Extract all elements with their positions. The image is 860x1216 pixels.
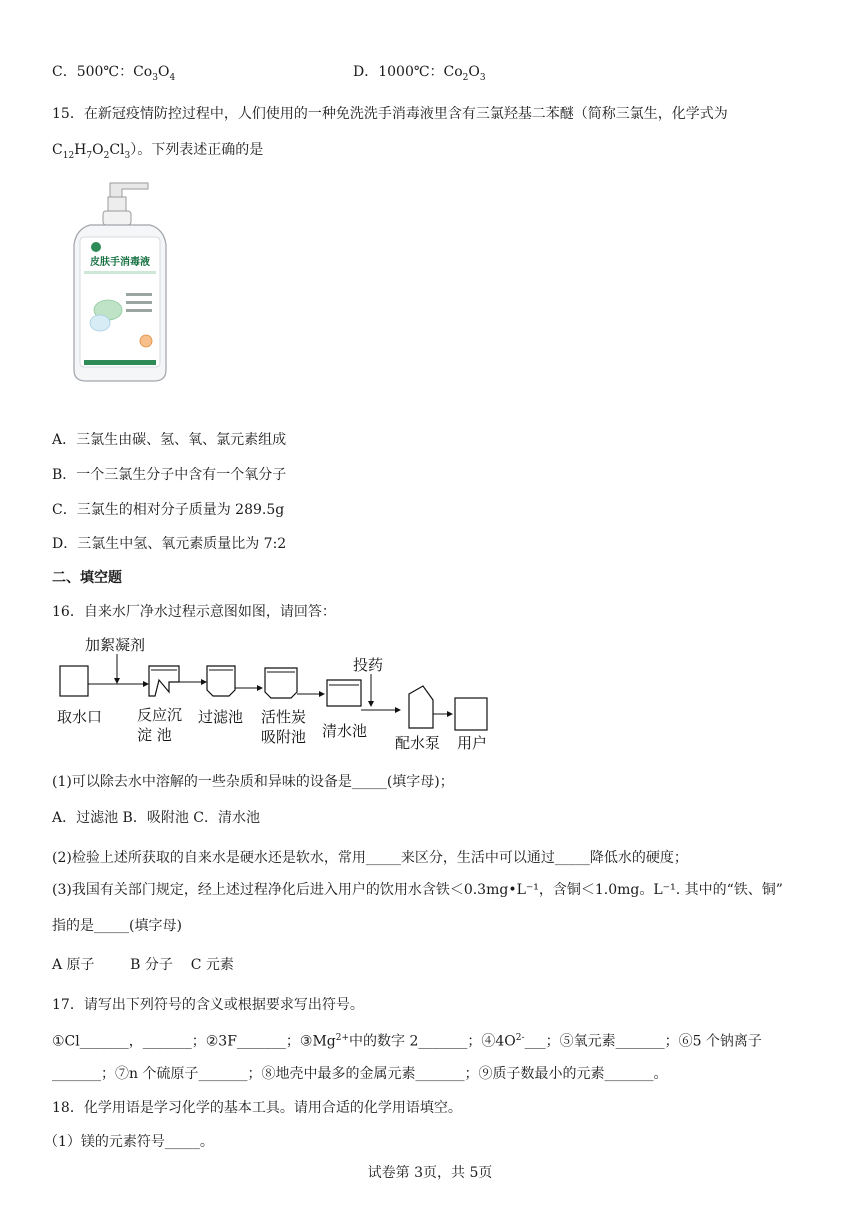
bottle-label-text: 皮肤手消毒液 xyxy=(90,257,150,268)
q18-sub1: （1）镁的元素符号_____。 xyxy=(44,1134,214,1150)
q16-sub3-line1: (3)我国有关部门规定，经上述过程净化后进入用户的饮用水含铁＜0.3mg•L⁻¹，含铜＜1.0mg。L⁻¹. 其中的“铁、铜” xyxy=(52,882,783,898)
stage-label-carbon-1: 活性炭 xyxy=(261,708,307,726)
q16-stem: 16．自来水厂净水过程示意图如图，请回答： xyxy=(52,604,336,620)
q16-sub3-line2: 指的是_____(填字母) xyxy=(52,918,182,934)
q17-line1: ①Cl_______，_______；②3F_______；$③Mg^{2+}$中的数字 2_______；$④4O^{2-}\_\_\_$；⑤氧元素_______；⑥5 个钠离子 xyxy=(52,1033,762,1050)
q14-option-d: D．1000℃：$Co_2O_3$ xyxy=(353,64,486,83)
q17-line2: _______；⑦n 个硫原子_______；⑧地壳中最多的金属元素_______；⑨质子数最小的元素_______。 xyxy=(52,1066,668,1082)
q15-stem-line1: 15．在新冠疫情防控过程中，人们使用的一种免洗洗手消毒液里含有三氯羟基二苯醚（简称三氯生，化学式为 xyxy=(52,106,728,122)
distribution-pump xyxy=(409,686,433,728)
dosing-label: 投药 xyxy=(353,656,384,674)
stage-label-reaction-1: 反应沉 xyxy=(137,706,183,724)
q17-stem: 17．请写出下列符号的含义或根据要求写出符号。 xyxy=(52,997,364,1013)
stage-label-carbon-2: 吸附池 xyxy=(261,728,307,746)
user-box xyxy=(455,698,487,730)
stage-label-filter: 过滤池 xyxy=(198,708,244,726)
stage-label-reaction-2: 淀 池 xyxy=(137,726,172,744)
additive-label: 加絮凝剂 xyxy=(85,636,146,654)
sanitizer-bottle-image xyxy=(70,175,170,385)
stage-label-intake: 取水口 xyxy=(57,708,103,726)
intake-box xyxy=(60,666,88,696)
badge-icon xyxy=(140,335,152,347)
q15-option-c: C．三氯生的相对分子质量为 289.5g xyxy=(52,502,285,518)
section-title: 二、填空题 xyxy=(52,570,122,586)
q16-sub2: (2)检验上述所获取的自来水是硬水还是软水，常用_____来区分，生活中可以通过_____降低水的硬度； xyxy=(52,850,688,866)
q18-stem: 18．化学用语是学习化学的基本工具。请用合适的化学用语填空。 xyxy=(52,1100,462,1116)
q16-sub3-options: A 原子 B 分子 C 元素 xyxy=(52,957,234,973)
q15-option-b: B．一个三氯生分子中含有一个氧分子 xyxy=(52,467,287,483)
q14-option-c: C．500℃：$Co_3O_4$ xyxy=(52,64,176,83)
stage-label-clean: 清水池 xyxy=(322,722,368,740)
brand-logo-icon xyxy=(91,242,101,252)
q15-stem-line2: $C_{12}H_7O_2Cl_3$）。下列表述正确的是 xyxy=(52,142,264,161)
clean-water-tank xyxy=(327,680,361,706)
q16-sub1-options: A．过滤池 B．吸附池 C．清水池 xyxy=(52,810,261,826)
q15-option-a: A．三氯生由碳、氢、氧、氯元素组成 xyxy=(52,432,287,448)
stage-label-user: 用户 xyxy=(457,734,488,752)
page-footer: 试卷第 3页，共 5页 xyxy=(367,1165,493,1181)
q15-option-d: D．三氯生中氢、氧元素质量比为 7:2 xyxy=(52,536,287,552)
q16-sub1: (1)可以除去水中溶解的一些杂质和异味的设备是_____(填字母)； xyxy=(52,774,454,790)
water-treatment-diagram xyxy=(55,632,495,752)
stage-label-pump: 配水泵 xyxy=(395,734,441,752)
